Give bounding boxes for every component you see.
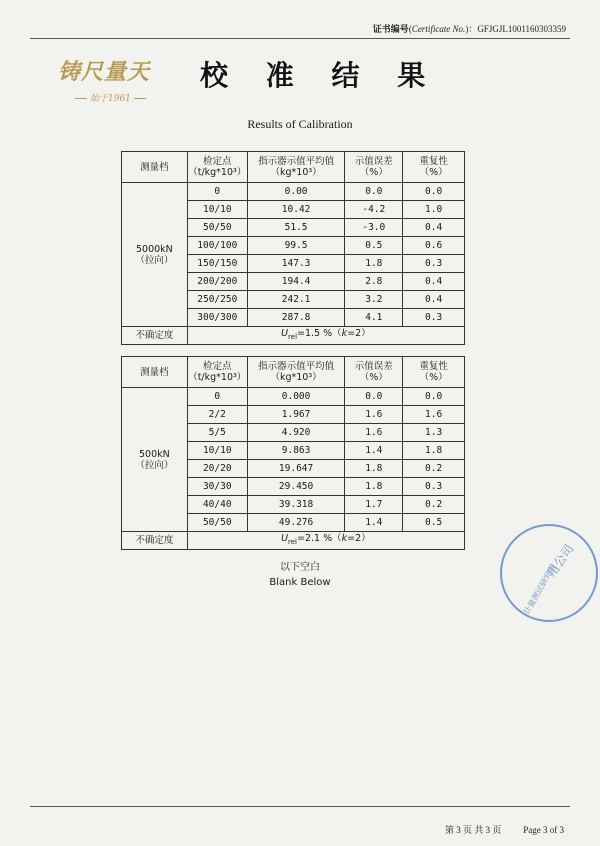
coverage-factor-symbol: k	[341, 533, 348, 545]
coverage-factor-symbol: k	[341, 328, 348, 340]
calibration-table-500kn	[121, 356, 465, 550]
repeatability-cell: 0.2	[403, 460, 465, 478]
header-rule	[30, 38, 570, 39]
error-cell: 1.8	[345, 255, 403, 273]
blank-below-en: Blank Below	[269, 577, 331, 588]
range-cell	[122, 388, 188, 532]
seal-subtext: 计量测试研究所	[522, 563, 558, 616]
uncertainty-row	[122, 327, 465, 345]
certificate-label: 证书编号	[372, 24, 409, 34]
repeatability-cell: 0.4	[403, 219, 465, 237]
point-cell: 30/30	[187, 478, 247, 496]
header-error	[345, 152, 403, 183]
uncertainty-label: 不确定度	[122, 327, 188, 345]
uncertainty-value: =2.1 %（	[297, 533, 342, 545]
header-repeatability-label: 重复性	[419, 361, 448, 372]
repeatability-cell: 0.5	[403, 514, 465, 532]
error-cell: 0.0	[345, 388, 403, 406]
page-number-en: Page 3 of 3	[523, 825, 564, 835]
average-cell: 194.4	[247, 273, 345, 291]
header-average-label: 指示器示值平均值	[258, 361, 335, 372]
error-cell: 1.7	[345, 496, 403, 514]
repeatability-cell: 0.2	[403, 496, 465, 514]
average-cell: 19.647	[247, 460, 345, 478]
error-cell: 1.4	[345, 514, 403, 532]
uncertainty-value-cell	[187, 327, 464, 345]
header-error-label: 示值误差	[354, 156, 393, 167]
point-cell: 10/10	[187, 442, 247, 460]
repeatability-cell: 0.4	[403, 291, 465, 309]
table-row	[122, 388, 465, 406]
uncertainty-symbol: U	[281, 533, 289, 545]
repeatability-cell: 1.0	[403, 201, 465, 219]
point-cell: 0	[187, 183, 247, 201]
average-cell: 1.967	[247, 406, 345, 424]
error-cell: 1.8	[345, 460, 403, 478]
header-point	[187, 152, 247, 183]
error-cell: 1.6	[345, 424, 403, 442]
page-number-cn: 第 3 页 共 3 页	[444, 825, 502, 835]
point-cell: 200/200	[187, 273, 247, 291]
point-cell: 0	[187, 388, 247, 406]
point-cell: 50/50	[187, 514, 247, 532]
page-title: 校 准 结 果	[200, 59, 440, 92]
range-value: 500kN	[139, 448, 170, 460]
uncertainty-subscript: rel	[288, 537, 298, 546]
table-row	[122, 183, 465, 201]
repeatability-cell: 0.4	[403, 273, 465, 291]
coverage-factor-value: =2）	[347, 533, 371, 545]
header-error	[345, 357, 403, 388]
header-range-label: 测量档	[140, 366, 169, 378]
point-cell: 5/5	[187, 424, 247, 442]
average-cell: 147.3	[247, 255, 345, 273]
uncertainty-symbol: U	[281, 328, 289, 340]
uncertainty-row	[122, 532, 465, 550]
error-cell: -4.2	[345, 201, 403, 219]
range-value: 5000kN	[135, 243, 173, 255]
header-repeatability-unit: （%）	[419, 372, 448, 383]
header-point	[187, 357, 247, 388]
point-cell: 250/250	[187, 291, 247, 309]
header-error-label: 示值误差	[354, 361, 393, 372]
uncertainty-label: 不确定度	[122, 532, 188, 550]
error-cell: 1.6	[345, 406, 403, 424]
page-footer	[445, 823, 564, 836]
footer-rule	[30, 806, 570, 807]
certificate-number: GFJGJL1001160303359	[477, 24, 566, 34]
point-cell: 20/20	[187, 460, 247, 478]
average-cell: 51.5	[247, 219, 345, 237]
average-cell: 0.000	[247, 388, 345, 406]
range-direction: （拉向）	[135, 459, 174, 471]
repeatability-cell: 0.0	[403, 388, 465, 406]
point-cell: 100/100	[187, 237, 247, 255]
header-error-unit: （%）	[359, 372, 388, 383]
header-range-label: 测量档	[140, 161, 169, 173]
error-cell: 4.1	[345, 309, 403, 327]
header-average-unit: （kg*10³）	[270, 372, 322, 383]
uncertainty-subscript: rel	[288, 332, 298, 341]
point-cell: 40/40	[187, 496, 247, 514]
point-cell: 50/50	[187, 219, 247, 237]
repeatability-cell: 1.6	[403, 406, 465, 424]
error-cell: 0.0	[345, 183, 403, 201]
header-average	[247, 357, 345, 388]
point-cell: 10/10	[187, 201, 247, 219]
repeatability-cell: 1.3	[403, 424, 465, 442]
calibration-table-5000kn	[121, 151, 465, 345]
seal-text: 用公司	[544, 542, 577, 580]
header-point-unit: （t/kg*10³）	[188, 372, 247, 383]
header-repeatability	[403, 357, 465, 388]
average-cell: 99.5	[247, 237, 345, 255]
error-cell: -3.0	[345, 219, 403, 237]
average-cell: 9.863	[247, 442, 345, 460]
logo-text: 铸尺量天	[58, 59, 151, 85]
average-cell: 10.42	[247, 201, 345, 219]
repeatability-cell: 0.6	[403, 237, 465, 255]
average-cell: 287.8	[247, 309, 345, 327]
header-repeatability-unit: （%）	[419, 167, 448, 178]
point-cell: 2/2	[187, 406, 247, 424]
header-point-unit: （t/kg*10³）	[188, 167, 247, 178]
header-point-label: 检定点	[202, 361, 232, 372]
header-average	[247, 152, 345, 183]
point-cell: 150/150	[187, 255, 247, 273]
repeatability-cell: 0.3	[403, 309, 465, 327]
logo	[58, 55, 188, 115]
header-range	[122, 357, 188, 388]
table-header-row	[122, 152, 465, 183]
header-repeatability-label: 重复性	[419, 156, 448, 167]
range-cell	[122, 183, 188, 327]
header-range	[122, 152, 188, 183]
average-cell: 49.276	[247, 514, 345, 532]
official-seal	[500, 524, 598, 622]
average-cell: 0.00	[247, 183, 345, 201]
error-cell: 1.4	[345, 442, 403, 460]
header-average-unit: （kg*10³）	[270, 167, 322, 178]
repeatability-cell: 1.8	[403, 442, 465, 460]
range-direction: （拉向）	[135, 254, 174, 266]
average-cell: 4.920	[247, 424, 345, 442]
error-cell: 1.8	[345, 478, 403, 496]
average-cell: 39.318	[247, 496, 345, 514]
error-cell: 0.5	[345, 237, 403, 255]
error-cell: 2.8	[345, 273, 403, 291]
table-header-row	[122, 357, 465, 388]
uncertainty-value: =1.5 %（	[297, 328, 342, 340]
header-average-label: 指示器示值平均值	[258, 156, 335, 167]
repeatability-cell: 0.3	[403, 478, 465, 496]
average-cell: 29.450	[247, 478, 345, 496]
header-point-label: 检定点	[203, 156, 232, 167]
logo-subtext: 始于1961	[72, 91, 149, 104]
blank-below-cn: 以下空白	[280, 562, 320, 573]
header-repeatability	[403, 152, 465, 183]
average-cell: 242.1	[247, 291, 345, 309]
uncertainty-value-cell	[187, 532, 464, 550]
repeatability-cell: 0.0	[403, 183, 465, 201]
page-subtitle: Results of Calibration	[247, 117, 353, 131]
coverage-factor-value: =2）	[347, 328, 371, 340]
point-cell: 300/300	[187, 309, 247, 327]
certificate-label-en: Certificate No.	[411, 24, 466, 34]
error-cell: 3.2	[345, 291, 403, 309]
repeatability-cell: 0.3	[403, 255, 465, 273]
header-error-unit: （%）	[359, 167, 388, 178]
certificate-number-line: 证书编号(Certificate No.)：GFJGJL1001160303359	[372, 24, 566, 34]
